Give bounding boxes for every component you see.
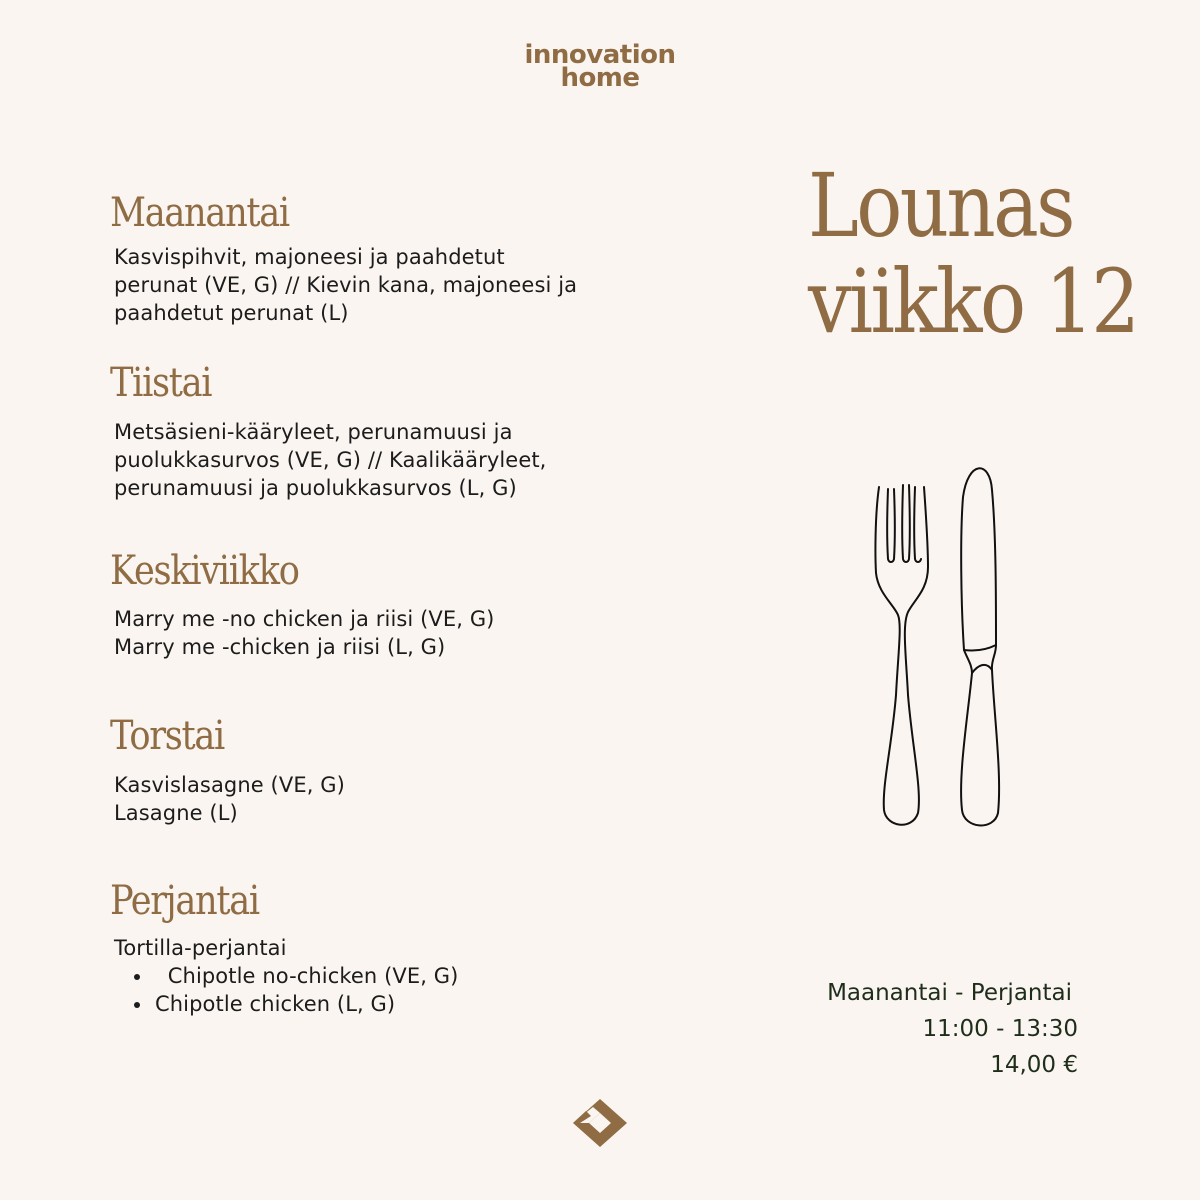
monday-line: paahdetut perunat (L) [114,301,349,325]
monday-line: perunat (VE, G) // Kievin kana, majoneesi ja [114,273,578,297]
knife-icon [961,468,999,825]
thursday-line: Kasvislasagne (VE, G) [114,773,345,797]
thursday-line: Lasagne (L) [114,801,238,825]
brand-logo-line1: innovation [524,40,676,70]
tuesday-menu [114,418,634,502]
friday-list [114,962,634,1018]
tuesday-line: perunamuusi ja puolukkasurvos (L, G) [114,476,517,500]
wednesday-title: Keskiviikko [110,548,299,594]
friday-list-item: Chipotle no-chicken (VE, G) [114,962,634,990]
opening-days: Maanantai - Perjantai [827,980,1072,1006]
monday-menu [114,243,634,327]
tuesday-line: puolukkasurvos (VE, G) // Kaalikääryleet, [114,448,547,472]
tuesday-line: Metsäsieni-kääryleet, perunamuusi ja [114,420,513,444]
wednesday-menu [114,605,634,661]
lunch-price: 14,00 € [990,1052,1078,1078]
monday-title: Maanantai [110,190,289,236]
tuesday-title: Tiistai [110,360,212,406]
wednesday-line: Marry me -chicken ja riisi (L, G) [114,635,446,659]
thursday-title: Torstai [110,713,224,759]
fork-icon [875,485,928,825]
page-title-line1: Lounas [808,154,1073,257]
page-title-line2: viikko 12 [808,250,1138,353]
fork-and-knife-icon [860,455,1010,835]
monday-line: Kasvispihvit, majoneesi ja paahdetut [114,245,505,269]
brand-logo-line2: home [560,63,640,93]
wednesday-line: Marry me -no chicken ja riisi (VE, G) [114,607,495,631]
brand-logo [0,40,1200,93]
thursday-menu [114,771,634,827]
friday-list-item: Chipotle chicken (L, G) [114,990,634,1018]
opening-hours: 11:00 - 13:30 [922,1016,1078,1042]
opening-info [827,975,1078,1083]
page-title [808,154,1138,353]
friday-intro: Tortilla-perjantai [114,936,287,960]
friday-menu [114,934,634,1018]
friday-title: Perjantai [110,878,259,924]
diamond-logo-icon [571,1097,629,1149]
